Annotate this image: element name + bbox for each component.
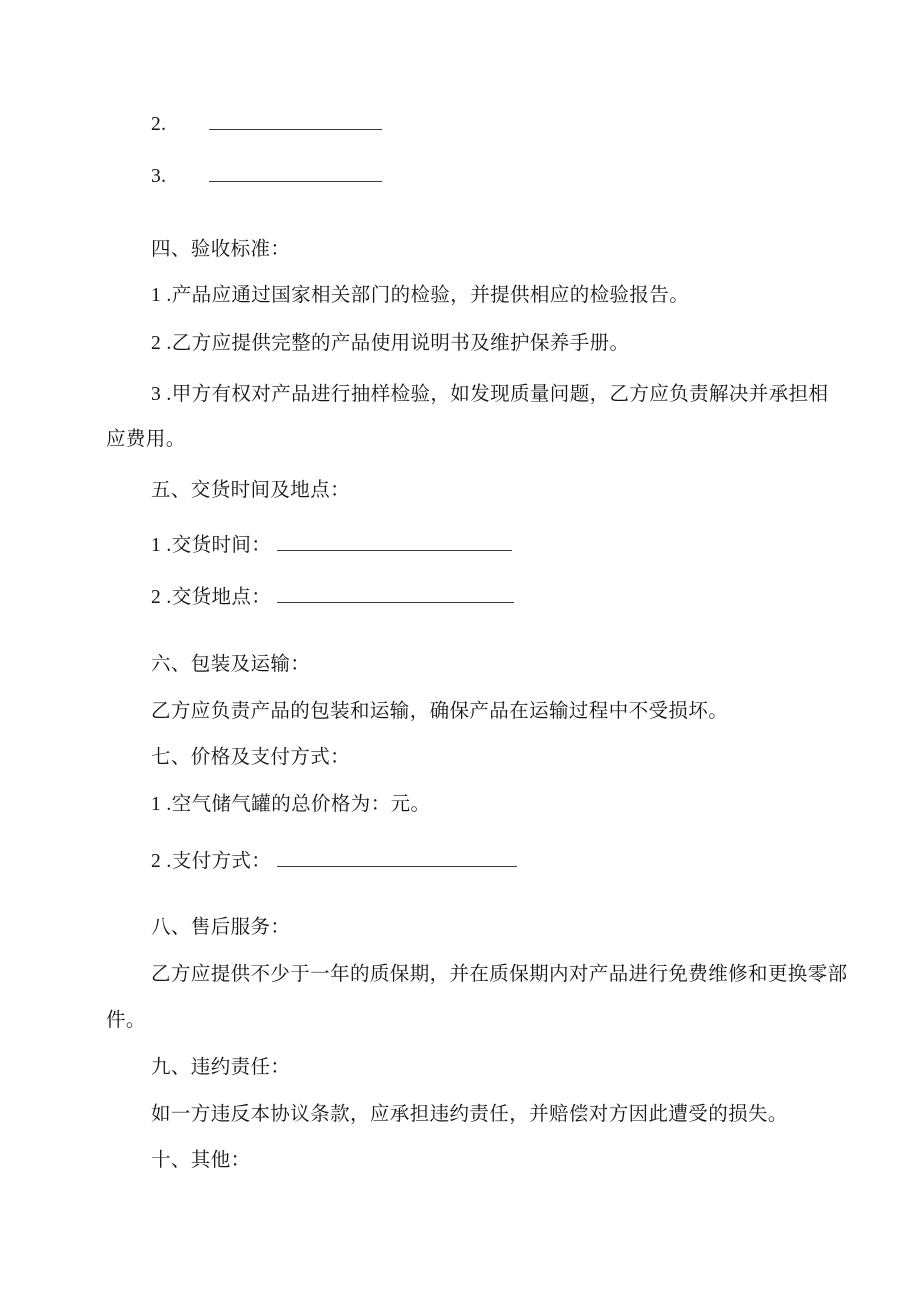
clause-9-1 [106, 1102, 830, 1128]
doc-text-run: 十、其他： [151, 1150, 251, 1171]
doc-text-run: 2 .乙方应提供完整的产品使用说明书及维护保养手册。 [151, 333, 630, 354]
doc-text-run: 乙方应提供不少于一年的质保期，并在质保期内对产品进行免费维修和更换零部 [151, 964, 848, 985]
clause-7-2 [106, 849, 830, 875]
clause-4-3-cont [106, 427, 830, 453]
blank-underline [277, 585, 514, 603]
doc-text-run: 件。 [106, 1010, 146, 1031]
blank-underline [277, 533, 512, 551]
clause-8-1-cont [106, 1008, 830, 1034]
blank-underline [277, 849, 517, 867]
doc-text-run: 应费用。 [106, 429, 186, 450]
doc-text-run: 3 .甲方有权对产品进行抽样检验，如发现质量问题，乙方应负责解决并承担相 [151, 384, 829, 405]
heading-section-7 [106, 745, 830, 771]
doc-text-run: 九、违约责任： [151, 1057, 291, 1078]
clause-5-2 [106, 585, 830, 611]
doc-text-run: 1 .产品应通过国家相关部门的检验，并提供相应的检验报告。 [151, 285, 690, 306]
blank-item-2 [106, 112, 830, 138]
blank-underline [209, 112, 382, 130]
clause-5-1 [106, 533, 830, 559]
doc-text-run: 3. [151, 166, 167, 187]
doc-text-run: 2. [151, 114, 167, 135]
doc-text-run: 2 .支付方式： [151, 851, 272, 872]
clause-8-1 [106, 962, 848, 988]
doc-text-run: 如一方违反本协议条款，应承担违约责任，并赔偿对方因此遭受的损失。 [151, 1104, 788, 1125]
blank-item-3 [106, 164, 830, 190]
heading-section-10 [106, 1148, 830, 1174]
heading-section-4 [106, 237, 830, 263]
clause-4-1 [106, 283, 830, 309]
heading-section-8 [106, 915, 830, 941]
doc-text-run: 乙方应负责产品的包装和运输，确保产品在运输过程中不受损坏。 [151, 701, 729, 722]
doc-text-run: 六、包装及运输： [151, 654, 311, 675]
doc-text-run: 五、交货时间及地点： [151, 480, 351, 501]
heading-section-9 [106, 1055, 830, 1081]
heading-section-5 [106, 478, 830, 504]
doc-text-run: 四、验收标准： [151, 239, 291, 260]
blank-underline [209, 164, 382, 182]
doc-text-run: 八、售后服务： [151, 917, 291, 938]
doc-text-run: 七、价格及支付方式： [151, 747, 351, 768]
clause-7-1 [106, 792, 830, 818]
doc-text-run: 1 .空气储气罐的总价格为：元。 [151, 794, 431, 815]
doc-text-run: 2 .交货地点： [151, 587, 272, 608]
clause-4-2 [106, 331, 830, 357]
document-body [0, 112, 920, 1174]
doc-text-run: 1 .交货时间： [151, 535, 272, 556]
clause-4-3 [106, 382, 830, 408]
clause-6-1 [106, 699, 830, 725]
heading-section-6 [106, 652, 830, 678]
